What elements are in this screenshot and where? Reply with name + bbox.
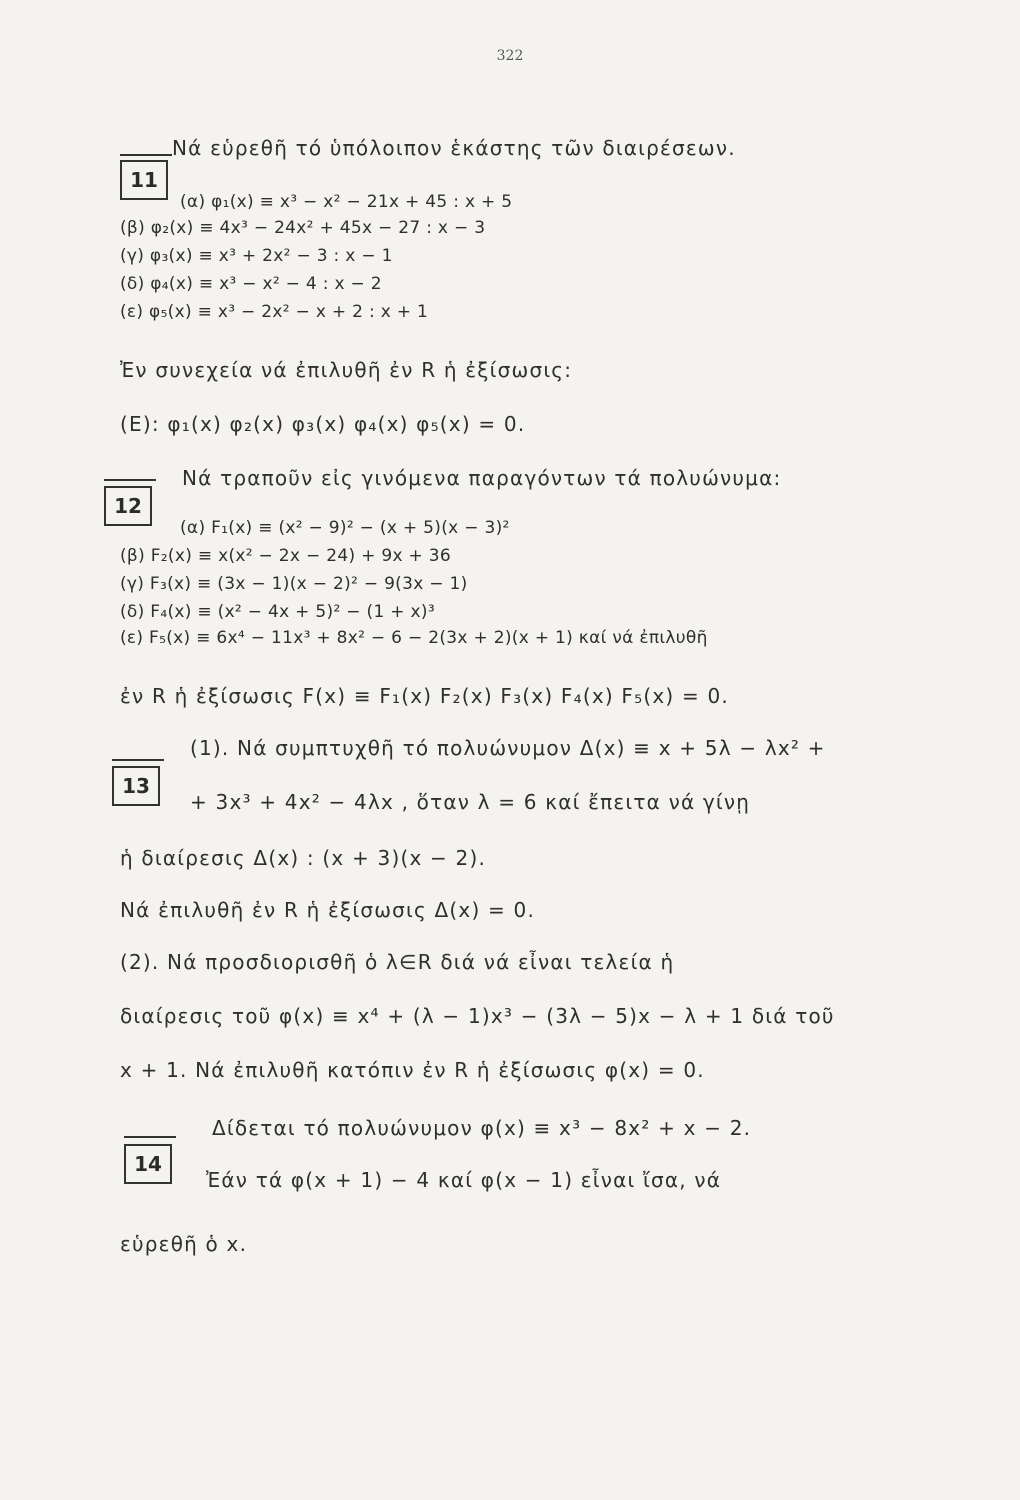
exercise-11-item-d: (δ) φ₄(x) ≡ x³ − x² − 4 : x − 2: [120, 274, 382, 294]
exercise-14-box-top-rule: [124, 1136, 176, 1138]
exercise-14-line2: Ἐάν τά φ(x + 1) − 4 καί φ(x − 1) εἶναι ἴσα, νά: [206, 1168, 722, 1192]
exercise-12-box-top-rule: [104, 479, 156, 481]
exercise-11-item-a: (α) φ₁(x) ≡ x³ − x² − 21x + 45 : x + 5: [180, 192, 513, 212]
exercise-12-number: 12: [104, 486, 152, 526]
exercise-11-followup: Ἐν συνεχεία νά ἐπιλυθῆ ἐν R ἡ ἐξίσωσις:: [120, 358, 573, 382]
exercise-14-line1: Δίδεται τό πολυώνυμον φ(x) ≡ x³ − 8x² + x − 2.: [212, 1116, 752, 1140]
exercise-11-box-top-rule: [120, 154, 172, 156]
exercise-13-part1-line2: + 3x³ + 4x² − 4λx , ὅταν λ = 6 καί ἔπειτα νά γίνῃ: [190, 790, 751, 814]
exercise-13-part2-line1: (2). Νά προσδιορισθῆ ὁ λ∈R διά νά εἶναι τελεία ἡ: [120, 950, 675, 974]
exercise-13-part1-line1: (1). Νά συμπτυχθῆ τό πολυώνυμον Δ(x) ≡ x + 5λ − λx² +: [190, 736, 826, 760]
exercise-12-item-d: (δ) F₄(x) ≡ (x² − 4x + 5)² − (1 + x)³: [120, 602, 435, 622]
exercise-13-part1-line3: ἡ διαίρεσις Δ(x) : (x + 3)(x − 2).: [120, 846, 487, 870]
exercise-11-item-c: (γ) φ₃(x) ≡ x³ + 2x² − 3 : x − 1: [120, 246, 393, 266]
exercise-12-item-c: (γ) F₃(x) ≡ (3x − 1)(x − 2)² − 9(3x − 1): [120, 574, 468, 594]
exercise-12-item-b: (β) F₂(x) ≡ x(x² − 2x − 24) + 9x + 36: [120, 546, 452, 566]
exercise-11-equation: (Ε): φ₁(x) φ₂(x) φ₃(x) φ₄(x) φ₅(x) = 0.: [120, 412, 526, 436]
exercise-11-item-e: (ε) φ₅(x) ≡ x³ − 2x² − x + 2 : x + 1: [120, 302, 429, 322]
exercise-13-part2-line2: διαίρεσις τοῦ φ(x) ≡ x⁴ + (λ − 1)x³ − (3λ − 5)x − λ + 1 διά τοῦ: [120, 1004, 835, 1028]
exercise-11-number: 11: [120, 160, 168, 200]
exercise-14-number: 14: [124, 1144, 172, 1184]
exercise-12-item-e: (ε) F₅(x) ≡ 6x⁴ − 11x³ + 8x² − 6 − 2(3x + 2)(x + 1) καί νά ἐπιλυθῆ: [120, 628, 708, 648]
exercise-12-item-a: (α) F₁(x) ≡ (x² − 9)² − (x + 5)(x − 3)²: [180, 518, 510, 538]
exercise-13-number: 13: [112, 766, 160, 806]
exercise-13-part2-line3: x + 1. Νά ἐπιλυθῆ κατόπιν ἐν R ἡ ἐξίσωσις φ(x) = 0.: [120, 1058, 705, 1082]
exercise-12-statement: Νά τραποῦν εἰς γινόμενα παραγόντων τά πολυώνυμα:: [182, 466, 782, 490]
exercise-12-equation: ἐν R ἡ ἐξίσωσις F(x) ≡ F₁(x) F₂(x) F₃(x) F₄(x) F₅(x) = 0.: [120, 684, 729, 708]
exercise-13-box-top-rule: [112, 759, 164, 761]
exercise-14-line3: εὑρεθῆ ὁ x.: [120, 1232, 248, 1256]
exercise-13-part1-line4: Νά ἐπιλυθῆ ἐν R ἡ ἐξίσωσις Δ(x) = 0.: [120, 898, 535, 922]
page-number: 322: [496, 48, 524, 64]
exercise-11-statement: Νά εὑρεθῆ τό ὑπόλοιπον ἑκάστης τῶν διαιρέσεων.: [172, 136, 736, 160]
exercise-11-item-b: (β) φ₂(x) ≡ 4x³ − 24x² + 45x − 27 : x − 3: [120, 218, 486, 238]
